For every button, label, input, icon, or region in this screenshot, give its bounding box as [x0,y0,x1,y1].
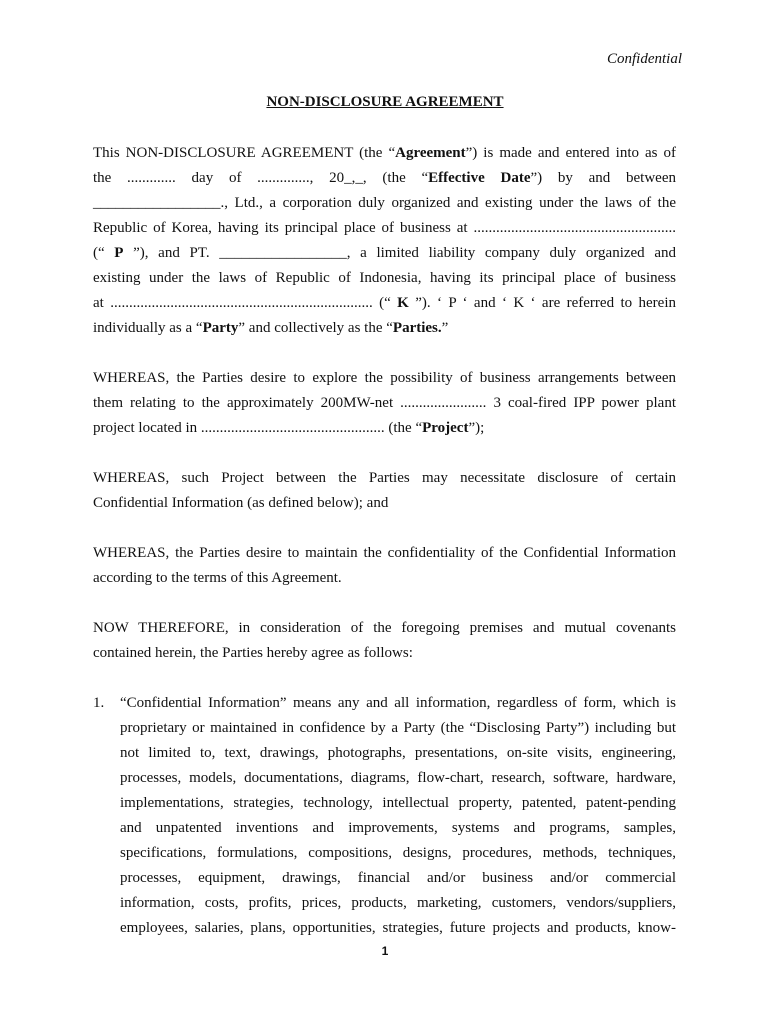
intro-line: existing under the laws of Republic of Indonesia, having its principal place of business [93,270,676,286]
intro-line: _________________., Ltd., a corporation duly organized and existing under the laws of the [93,195,676,211]
document-title: NON-DISCLOSURE AGREEMENT [266,94,504,110]
whereas-line: WHEREAS, the Parties desire to maintain the confidentiality of the Confidential Information [93,545,676,561]
clause-line: specifications, formulations, compositions, designs, procedures, methods, techniques, [120,845,676,861]
whereas-paragraph-3 [93,541,676,591]
clause-line: proprietary or maintained in confidence by a Party (the “Disclosing Party”) including but [120,720,676,736]
intro-line: Republic of Korea, having its principal place of business at ...................................................... [93,220,676,236]
whereas-line: WHEREAS, the Parties desire to explore the possibility of business arrangements between [93,370,676,386]
intro-line: the ............. day of .............., 20_,_, (the “Effective Date”) by and between [93,170,676,186]
page-number: 1 [381,944,389,958]
clause-line: implementations, strategies, technology, intellectual property, patented, patent-pending [120,795,676,811]
now-therefore-paragraph [93,616,676,666]
clause-line: processes, equipment, drawings, financial and/or business and/or commercial [120,870,676,886]
intro-line: individually as a “Party” and collectively as the “Parties.” [93,320,449,336]
whereas-line: them relating to the approximately 200MW-net ....................... 3 coal-fired IPP power plant [93,395,676,411]
whereas-line: Confidential Information (as defined below); and [93,495,389,511]
clause-line: “Confidential Information” means any and all information, regardless of form, which is [120,695,676,711]
intro-line: at ...................................................................... (“ K ”). ‘ P ‘ and ‘ K ‘ are referred to herein [93,295,676,311]
now-line: NOW THEREFORE, in consideration of the foregoing premises and mutual covenants [93,620,676,636]
clause-line: employees, salaries, plans, opportunities, strategies, future projects and products, know- [120,920,676,936]
clause-number: 1. [93,695,105,711]
clause-1-text [120,691,676,941]
whereas-line: according to the terms of this Agreement. [93,570,342,586]
confidential-header: Confidential [607,51,682,67]
whereas-paragraph-1 [93,366,676,441]
clause-line: processes, models, documentations, diagrams, flow-chart, research, software, hardware, [120,770,676,786]
intro-paragraph [93,141,676,341]
clause-line: information, costs, profits, prices, products, marketing, customers, vendors/suppliers, [120,895,676,911]
whereas-paragraph-2 [93,466,676,516]
intro-line: (“ P ”), and PT. _________________, a limited liability company duly organized and [93,245,676,261]
whereas-line: WHEREAS, such Project between the Parties may necessitate disclosure of certain [93,470,676,486]
intro-line: This NON-DISCLOSURE AGREEMENT (the “Agreement”) is made and entered into as of [93,145,676,161]
clause-line: not limited to, text, drawings, photographs, presentations, on-site visits, engineering, [120,745,676,761]
now-line: contained herein, the Parties hereby agree as follows: [93,645,413,661]
whereas-line: project located in ................................................. (the “Project”); [93,420,485,436]
clause-line: and unpatented inventions and improvements, systems and programs, samples, [120,820,676,836]
